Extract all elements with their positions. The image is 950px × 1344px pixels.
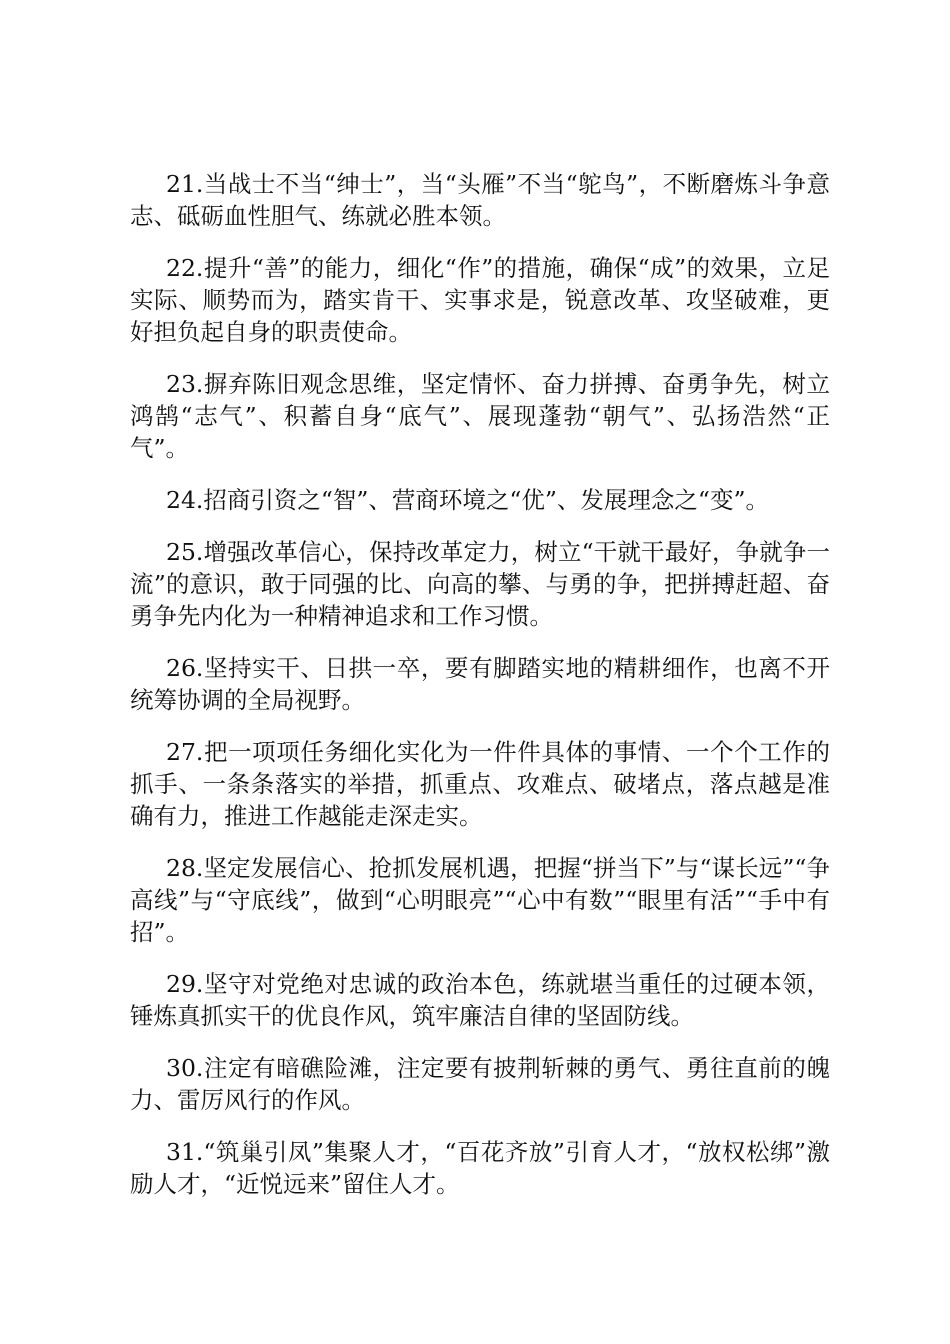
paragraph-24: 24.招商引资之“智”、营商环境之“优”、发展理念之“变”。 [166,486,769,514]
paragraph-28: 28.坚定发展信心、抢抓发展机遇，把握“拼当下”与“谋长远”“争高线”与“守底线”，做到“心明眼亮”“心中有数”“眼里有活”“手中有招”。 [130,854,830,946]
paragraph-27: 27.把一项项任务细化实化为一件件具体的事情、一个个工作的抓手、一条条落实的举措，抓重点、攻难点、破堵点，落点越是准确有力，推进工作越能走深走实。 [130,738,830,830]
paragraph-25: 25.增强改革信心，保持改革定力，树立“干就干最好，争就争一流”的意识，敢于同强的比、向高的攀、与勇的争，把拼搏赶超、奋勇争先内化为一种精神追求和工作习惯。 [130,538,830,630]
paragraph-21: 21.当战士不当“绅士”，当“头雁”不当“鸵鸟”，不断磨炼斗争意志、砥砺血性胆气、练就必胜本领。 [130,170,830,230]
paragraph-26: 26.坚持实干、日拱一卒，要有脚踏实地的精耕细作，也离不开统筹协调的全局视野。 [130,654,830,714]
paragraph-22: 22.提升“善”的能力，细化“作”的措施，确保“成”的效果，立足实际、顺势而为，踏实肯干、实事求是，锐意改革、攻坚破难，更好担负起自身的职责使命。 [130,254,830,346]
paragraph-29: 29.坚守对党绝对忠诚的政治本色，练就堪当重任的过硬本领，锤炼真抓实干的优良作风，筑牢廉洁自律的坚固防线。 [130,970,830,1030]
paragraph-23: 23.摒弃陈旧观念思维，坚定情怀、奋力拼搏、奋勇争先，树立鸿鹄“志气”、积蓄自身“底气”、展现蓬勃“朝气”、弘扬浩然“正气”。 [130,370,830,462]
paragraph-30: 30.注定有暗礁险滩，注定要有披荆斩棘的勇气、勇往直前的魄力、雷厉风行的作风。 [130,1054,830,1114]
paragraph-31: 31.“筑巢引凤”集聚人才，“百花齐放”引育人才，“放权松绑”激励人才，“近悦远来”留住人才。 [130,1138,830,1198]
document-body [130,168,830,1220]
